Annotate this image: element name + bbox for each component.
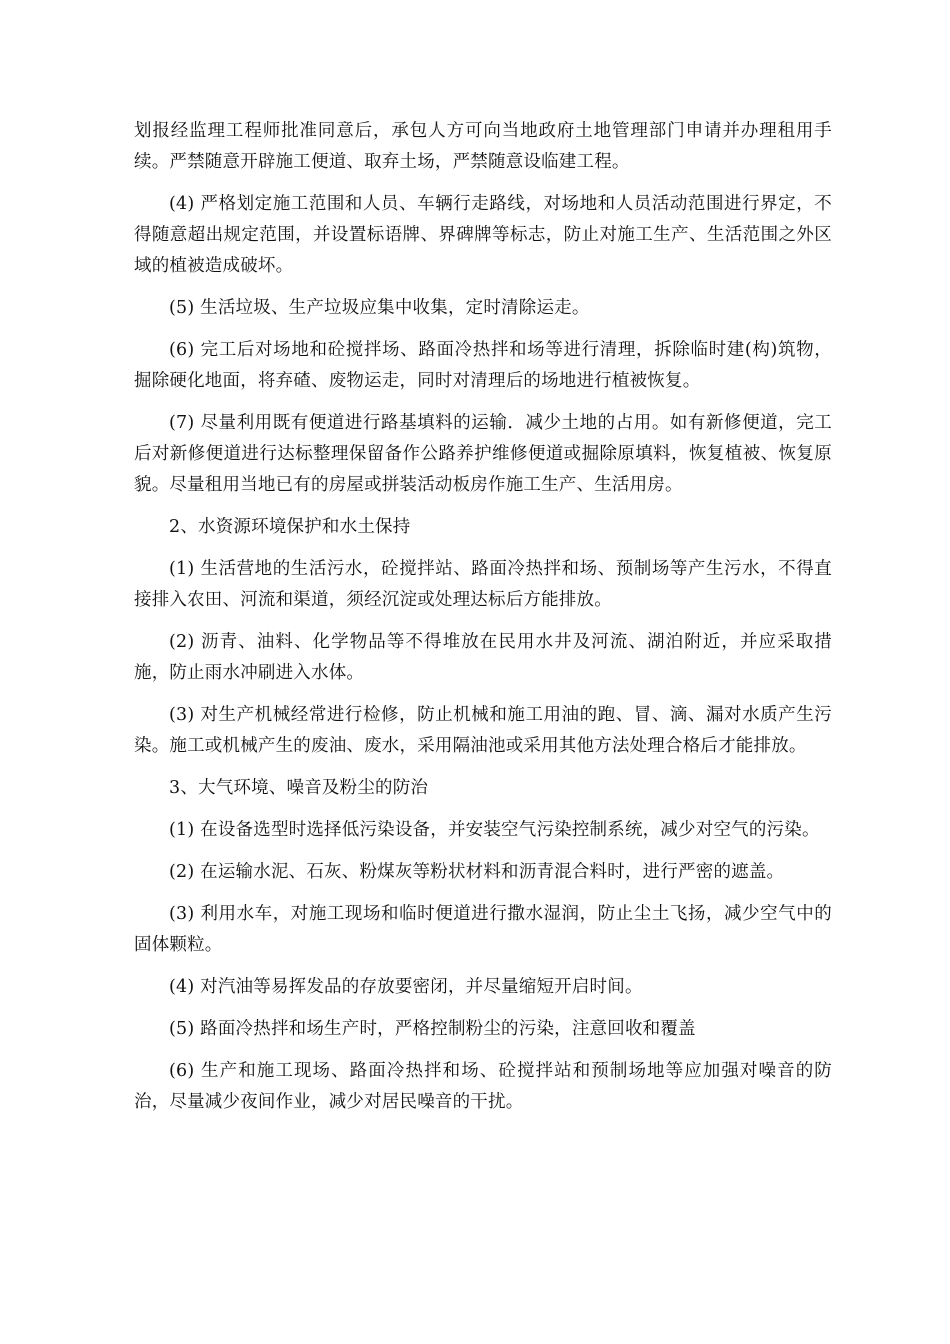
paragraph-continuation: 划报经监理工程师批准同意后，承包人方可向当地政府土地管理部门申请并办理租用手续。严禁随意开辟施工便道、取弃土场，严禁随意设临建工程。 [134,121,832,172]
paragraph-air-4: (4) 对汽油等易挥发品的存放要密闭，并尽量缩短开启时间。 [169,977,643,997]
paragraph-water-3: (3) 对生产机械经常进行检修，防止机械和施工用油的跑、冒、滴、漏对水质产生污染。施工或机械产生的废油、废水，采用隔油池或采用其他方法处理合格后才能排放。 [134,705,832,756]
paragraph-item-5: (5) 生活垃圾、生产垃圾应集中收集，定时清除运走。 [169,298,590,318]
paragraph-air-2: (2) 在运输水泥、石灰、粉煤灰等粉状材料和沥青混合料时，进行严密的遮盖。 [169,862,785,882]
paragraph-water-1: (1) 生活营地的生活污水，砼搅拌站、路面冷热拌和场、预制场等产生污水，不得直接排入农田、河流和渠道，须经沉淀或处理达标后方能排放。 [134,559,832,610]
document-body [134,116,832,1129]
paragraph-air-6: (6) 生产和施工现场、路面冷热拌和场、砼搅拌站和预制场地等应加强对噪音的防治，尽量减少夜间作业，减少对居民噪音的干扰。 [134,1061,832,1112]
section-heading-air: 3、大气环境、噪音及粉尘的防治 [169,778,429,798]
paragraph-item-4: (4) 严格划定施工范围和人员、车辆行走路线，对场地和人员活动范围进行界定，不得随意超出规定范围，并设置标语牌、界碑牌等标志，防止对施工生产、生活范围之外区域的植被造成破坏。 [134,194,832,276]
paragraph-air-1: (1) 在设备选型时选择低污染设备，并安装空气污染控制系统，减少对空气的污染。 [169,820,820,840]
paragraph-item-6: (6) 完工后对场地和砼搅拌场、路面冷热拌和场等进行清理，拆除临时建(构)筑物，掘除硬化地面，将弃碴、废物运走，同时对清理后的场地进行植被恢复。 [134,340,832,391]
paragraph-water-2: (2) 沥青、油料、化学物品等不得堆放在民用水井及河流、湖泊附近，并应采取措施，防止雨水冲刷进入水体。 [134,632,832,683]
section-heading-water: 2、水资源环境保护和水土保持 [169,517,411,537]
paragraph-item-7: (7) 尽量利用既有便道进行路基填料的运输．减少土地的占用。如有新修便道，完工后对新修便道进行达标整理保留备作公路养护维修便道或掘除原填料，恢复植被、恢复原貌。尽量租用当地已有的房屋或拼装活动板房作施工生产、生活用房。 [134,413,832,495]
paragraph-air-3: (3) 利用水车，对施工现场和临时便道进行撒水湿润，防止尘土飞扬，减少空气中的固体颗粒。 [134,904,832,955]
paragraph-air-5: (5) 路面冷热拌和场生产时，严格控制粉尘的污染，注意回收和覆盖 [169,1019,696,1039]
